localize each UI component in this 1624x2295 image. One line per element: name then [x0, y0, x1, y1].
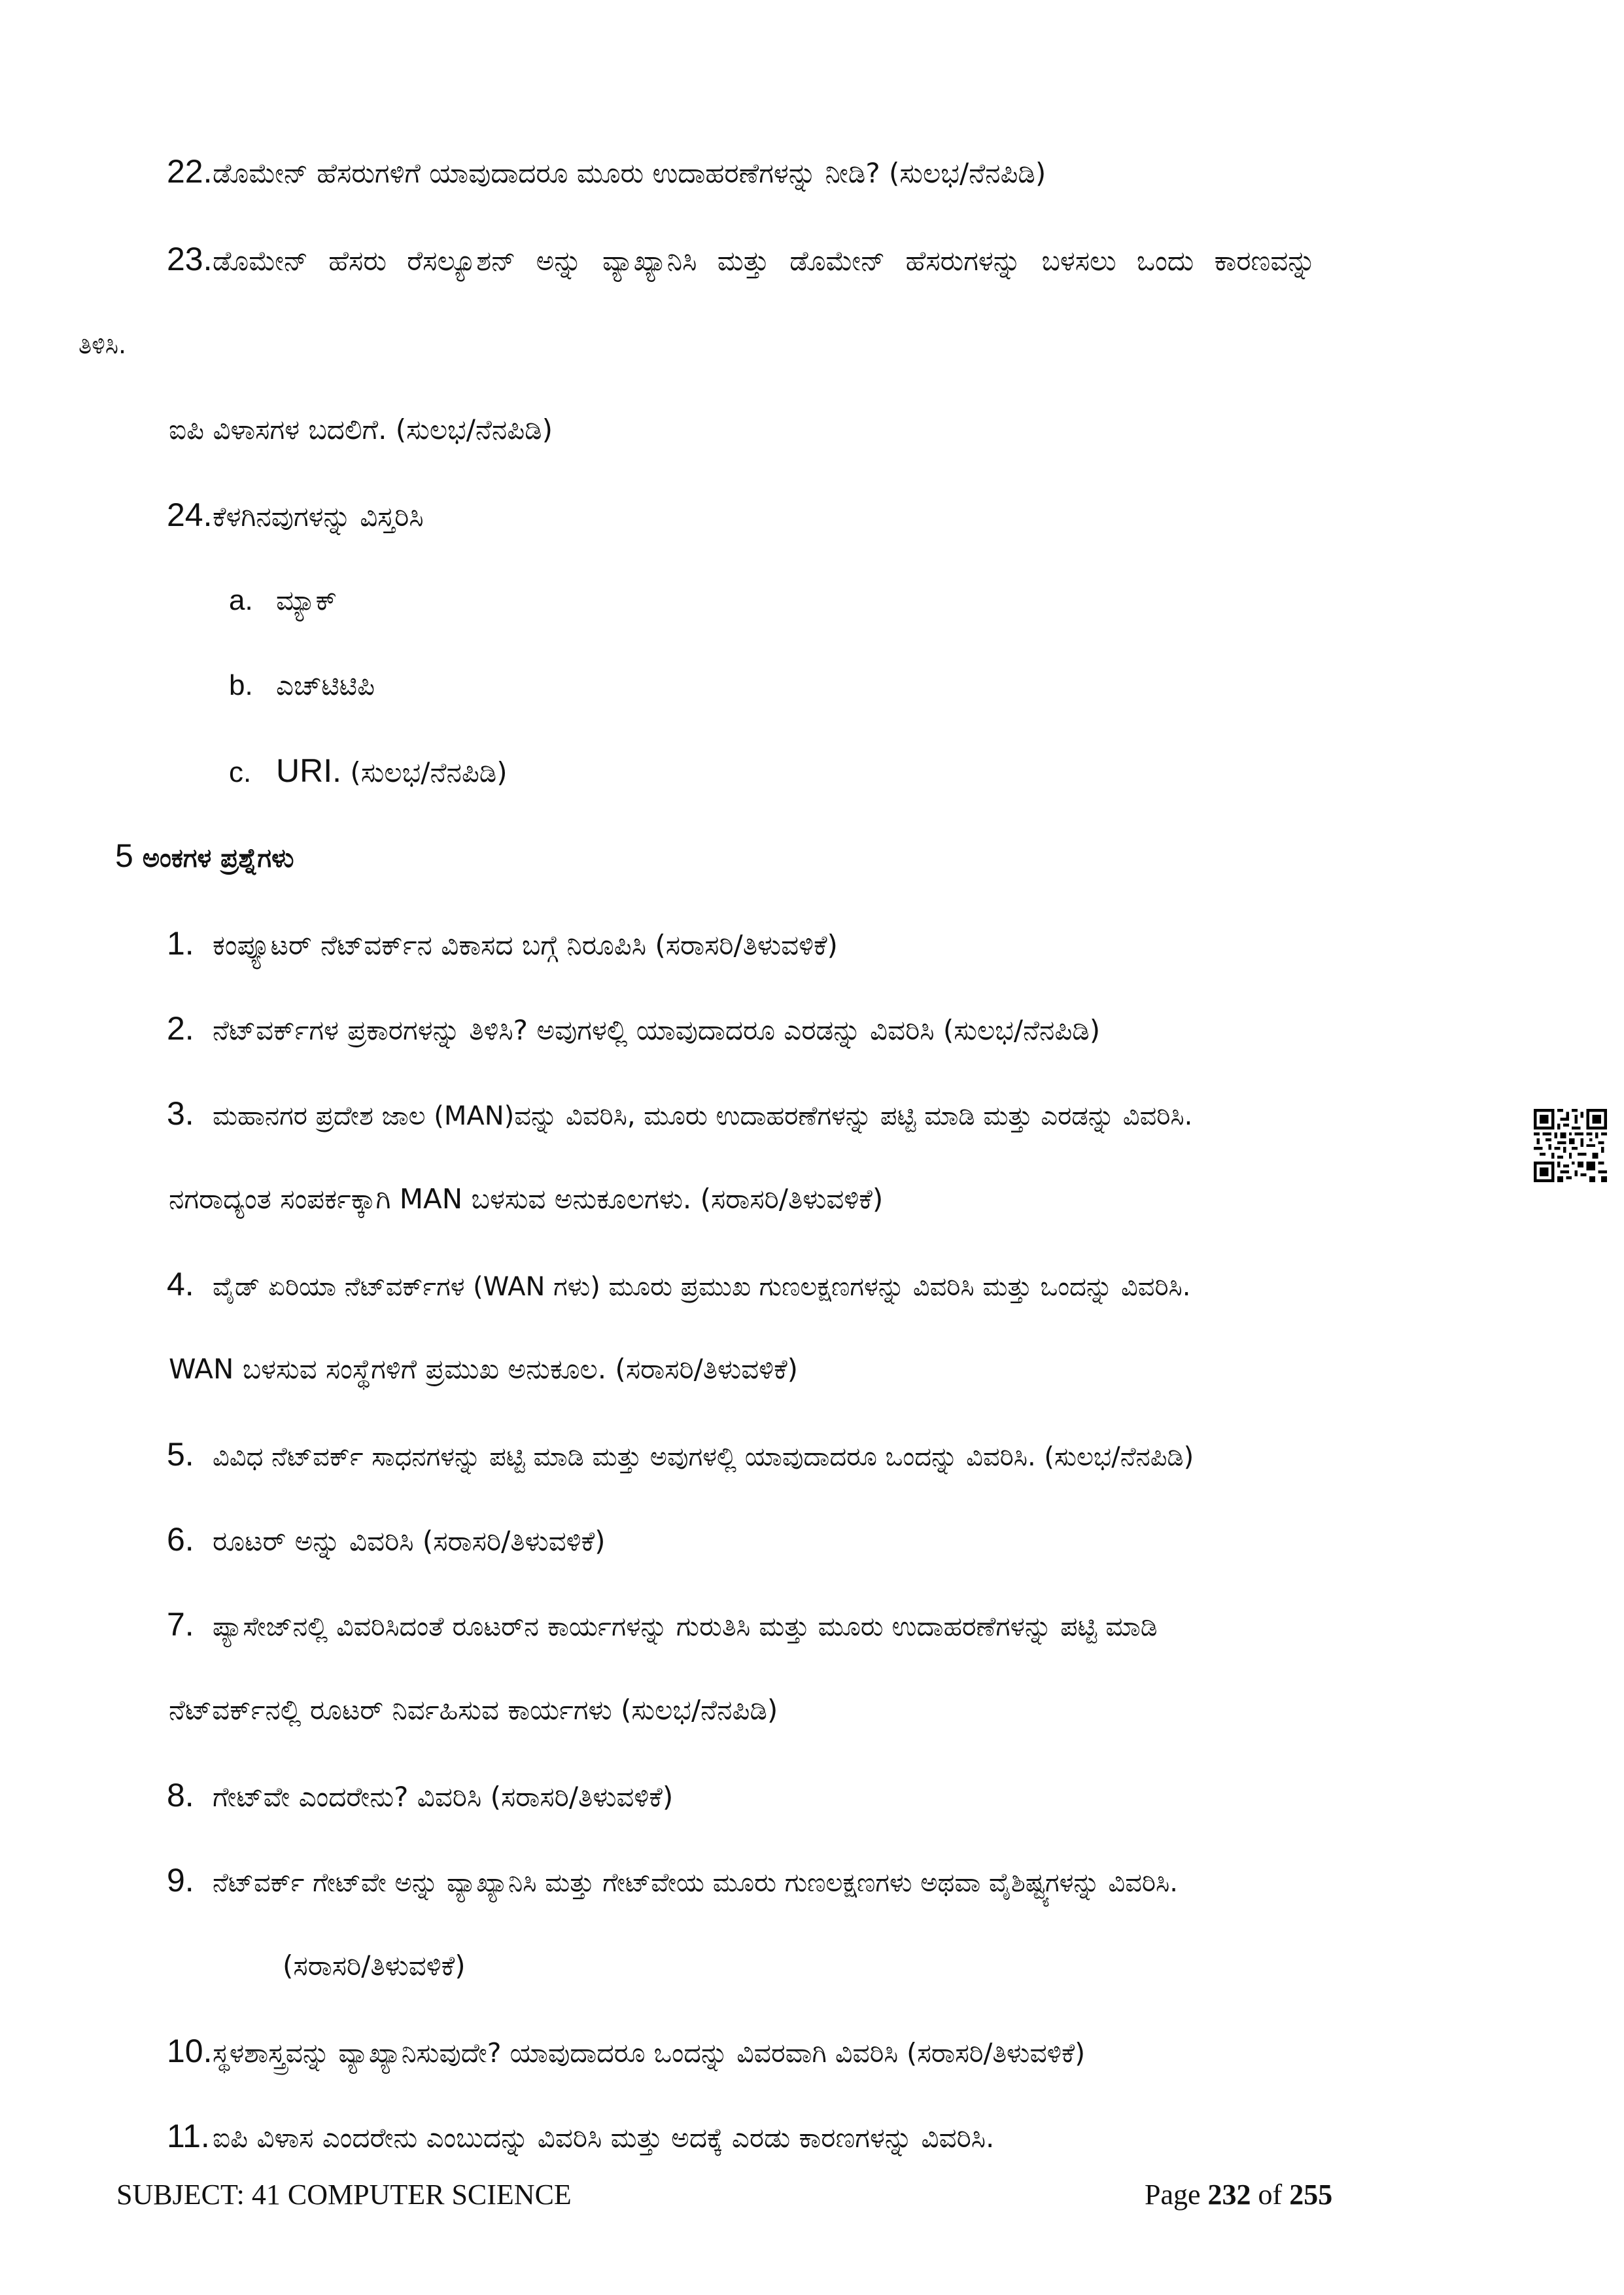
sub-item-marker: b.: [229, 669, 253, 701]
question-22: [167, 152, 1046, 193]
question-text: ಐಪಿ ವಿಳಾಸ ಎಂದರೇನು ಎಂಬುದನ್ನು ವಿವರಿಸಿ ಮತ್ತು ಅದಕ್ಕೆ ಎರಡು ಕಾರಣಗಳನ್ನು ವಿವರಿಸಿ.: [213, 2122, 995, 2154]
question-text: ವೈಡ್ ಏರಿಯಾ ನೆಟ್‌ವರ್ಕ್‌ಗಳ (WAN ಗಳು) ಮೂರು ಪ್ರಮುಖ ಗುಣಲಕ್ಷಣಗಳನ್ನು ವಿವರಿಸಿ ಮತ್ತು ಒಂದನ್ನು ವಿವರಿಸಿ.: [213, 1272, 1191, 1302]
question-text: ನೆಟ್‌ವರ್ಕ್‌ಗಳ ಪ್ರಕಾರಗಳನ್ನು ತಿಳಿಸಿ? ಅವುಗಳಲ್ಲಿ ಯಾವುದಾದರೂ ಎರಡನ್ನು ವಿವರಿಸಿ (ಸುಲಭ/ನೆನಪಿಡಿ): [213, 1014, 1101, 1046]
question-23: [167, 239, 1316, 281]
question-number: 1.: [167, 925, 194, 962]
question-number: 6.: [167, 1521, 194, 1558]
footer-subject: [116, 2175, 572, 2215]
question-4-cont: [169, 1350, 798, 1389]
question-23-cont2: [169, 410, 553, 449]
question-8: [167, 1776, 673, 1817]
question-text-cont: ತಿಳಿಸಿ.: [78, 330, 127, 359]
question-number: 8.: [167, 1777, 194, 1813]
sub-item-text: (ಸುಲಭ/ನೆನಪಿಡಿ): [341, 756, 508, 788]
question-text: ಮಹಾನಗರ ಪ್ರದೇಶ ಜಾಲ (MAN)ವನ್ನು ವಿವರಿಸಿ, ಮೂರು ಉದಾಹರಣೆಗಳನ್ನು ಪಟ್ಟಿ ಮಾಡಿ ಮತ್ತು ಎರಡನ್ನು ವಿವರಿಸಿ.: [213, 1101, 1193, 1131]
sub-item-b: [229, 666, 375, 705]
sub-item-text-en: URI.: [276, 752, 341, 789]
question-4: [167, 1265, 1191, 1306]
question-text-cont: ನಗರಾದ್ಯಂತ ಸಂಪರ್ಕಕ್ಕಾಗಿ MAN ಬಳಸುವ ಅನುಕೂಲಗಳು. (ಸರಾಸರಿ/ತಿಳುವಳಿಕೆ): [169, 1183, 884, 1215]
question-text-cont: (ಸರಾಸರಿ/ತಿಳುವಳಿಕೆ): [283, 1950, 466, 1982]
question-text: ಕೆಳಗಿನವುಗಳನ್ನು ವಿಸ್ತರಿಸಿ: [213, 500, 424, 533]
question-text: ವಿವಿಧ ನೆಟ್‌ವರ್ಕ್ ಸಾಧನಗಳನ್ನು ಪಟ್ಟಿ ಮಾಡಿ ಮತ್ತು ಅವುಗಳಲ್ಲಿ ಯಾವುದಾದರೂ ಒಂದನ್ನು ವಿವರಿಸಿ. (ಸುಲಭ/ನೆನಪಿಡಿ): [213, 1442, 1194, 1472]
question-text: ಕಂಪ್ಯೂಟರ್ ನೆಟ್‌ವರ್ಕ್‌ನ ವಿಕಾಸದ ಬಗ್ಗೆ ನಿರೂಪಿಸಿ (ಸರಾಸರಿ/ತಿಳುವಳಿಕೆ): [213, 929, 838, 961]
footer-page-word: Page: [1145, 2179, 1208, 2211]
sub-item-a: [229, 581, 337, 620]
question-3: [167, 1094, 1192, 1136]
question-text: ಪ್ಯಾಸೇಜ್‌ನಲ್ಲಿ ವಿವರಿಸಿದಂತೆ ರೂಟರ್‌ನ ಕಾರ್ಯಗಳನ್ನು ಗುರುತಿಸಿ ಮತ್ತು ಮೂರು ಉದಾಹರಣೆಗಳನ್ನು ಪಟ್ಟಿ ಮಾಡಿ: [213, 1611, 1158, 1642]
question-number: 22.: [167, 153, 213, 190]
question-text: ನೆಟ್‌ವರ್ಕ್ ಗೇಟ್‌ವೇ ಅನ್ನು ವ್ಯಾಖ್ಯಾನಿಸಿ ಮತ್ತು ಗೇಟ್‌ವೇಯ ಮೂರು ಗುಣಲಕ್ಷಣಗಳು ಅಥವಾ ವೈಶಿಷ್ಟ್ಯಗಳನ್ನು ವಿವರಿಸಿ.: [213, 1868, 1178, 1898]
question-text-cont: ನೆಟ್‌ವರ್ಕ್‌ನಲ್ಲಿ ರೂಟರ್ ನಿರ್ವಹಿಸುವ ಕಾರ್ಯಗಳು (ಸುಲಭ/ನೆನಪಿಡಿ): [169, 1694, 778, 1726]
question-9-cont: [283, 1946, 466, 1986]
question-number: 9.: [167, 1862, 194, 1899]
question-text: ಗೇಟ್‌ವೇ ಎಂದರೇನು? ವಿವರಿಸಿ (ಸರಾಸರಿ/ತಿಳುವಳಿಕೆ): [213, 1781, 674, 1813]
section-heading-text: ಅಂಕಗಳ ಪ್ರಶ್ನೆಗಳು: [133, 843, 294, 873]
question-2: [167, 1009, 1100, 1050]
question-number: 4.: [167, 1266, 194, 1303]
section-heading: [115, 836, 294, 878]
question-text: ರೂಟರ್ ಅನ್ನು ವಿವರಿಸಿ (ಸರಾಸರಿ/ತಿಳುವಳಿಕೆ): [213, 1525, 606, 1557]
question-number: 24.: [167, 497, 213, 533]
footer-of-word: of: [1251, 2179, 1290, 2211]
question-3-cont: [169, 1180, 883, 1219]
question-1: [167, 924, 838, 965]
footer-page-number: [1145, 2175, 1332, 2215]
question-9: [167, 1861, 1178, 1902]
question-number: 3.: [167, 1095, 194, 1132]
question-5: [167, 1435, 1194, 1477]
question-number: 23.: [167, 241, 213, 277]
question-text-cont: WAN ಬಳಸುವ ಸಂಸ್ಥೆಗಳಿಗೆ ಪ್ರಮುಖ ಅನುಕೂಲ. (ಸರಾಸರಿ/ತಿಳುವಳಿಕೆ): [169, 1353, 799, 1385]
sub-item-text: ಎಚ್‌ಟಿಟಿಪಿ: [276, 669, 375, 701]
question-7-cont: [169, 1691, 778, 1730]
question-23-cont: [78, 325, 126, 364]
sub-item-marker: c.: [229, 756, 252, 788]
footer-subject-text: SUBJECT: 41 COMPUTER SCIENCE: [116, 2179, 572, 2211]
sub-item-c: [229, 751, 508, 792]
question-24: [167, 495, 424, 536]
question-6: [167, 1520, 606, 1561]
footer-page-total: 255: [1289, 2179, 1333, 2211]
question-text: ಡೊಮೇನ್ ಹೆಸರು ರೆಸಲ್ಯೂಶನ್ ಅನ್ನು ವ್ಯಾಖ್ಯಾನಿಸಿ ಮತ್ತು ಡೊಮೇನ್ ಹೆಸರುಗಳನ್ನು ಬಳಸಲು ಒಂದು ಕಾರಣವನ್ನು: [213, 245, 1316, 277]
section-heading-number: 5: [115, 837, 133, 874]
question-11: [167, 2116, 994, 2158]
question-text-cont: ಐಪಿ ವಿಳಾಸಗಳ ಬದಲಿಗೆ. (ಸುಲಭ/ನೆನಪಿಡಿ): [169, 413, 553, 446]
sub-item-marker: a.: [229, 584, 253, 616]
question-text: ಡೊಮೇನ್ ಹೆಸರುಗಳಿಗೆ ಯಾವುದಾದರೂ ಮೂರು ಉದಾಹರಣೆಗಳನ್ನು ನೀಡಿ? (ಸುಲಭ/ನೆನಪಿಡಿ): [213, 157, 1046, 189]
question-7: [167, 1605, 1158, 1646]
qr-code-icon: [1534, 1109, 1607, 1182]
question-number: 2.: [167, 1010, 194, 1047]
question-number: 10.: [167, 2033, 213, 2069]
question-number: 7.: [167, 1606, 194, 1643]
question-number: 5.: [167, 1436, 194, 1473]
question-number: 11.: [167, 2118, 210, 2154]
footer-page-current: 232: [1207, 2179, 1251, 2211]
question-10: [167, 2031, 1085, 2073]
sub-item-text: ಮ್ಯಾಕ್: [276, 584, 337, 616]
question-text: ಸ್ಥಳಶಾಸ್ತ್ರವನ್ನು ವ್ಯಾಖ್ಯಾನಿಸುವುದೇ? ಯಾವುದಾದರೂ ಒಂದನ್ನು ವಿವರವಾಗಿ ವಿವರಿಸಿ (ಸರಾಸರಿ/ತಿಳುವಳಿಕೆ): [213, 2037, 1086, 2069]
